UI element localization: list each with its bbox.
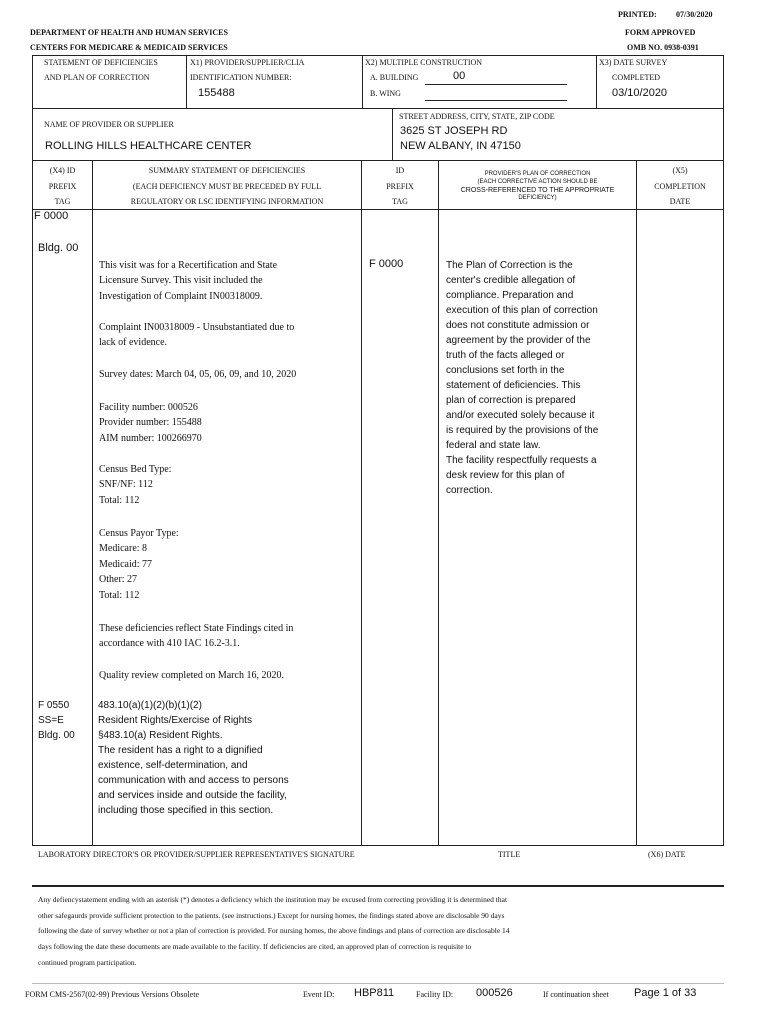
summary-paragraph-2: Complaint IN00318009 - Unsubstantiated due to lack of evidence. bbox=[99, 322, 295, 349]
rule bbox=[32, 209, 724, 210]
col-x5-3: DATE bbox=[669, 197, 691, 206]
col-summary-2: (EACH DEFICIENCY MUST BE PRECEDED BY FULL bbox=[132, 182, 322, 191]
summary-paragraph-5: Census Bed Type: SNF/NF: 112 Total: 112 bbox=[99, 464, 172, 506]
statement-label-2: AND PLAN OF CORRECTION bbox=[44, 73, 150, 82]
summary-f0550: 483.10(a)(1)(2)(b)(1)(2) Resident Rights/Exercise of Rights §483.10(a) Resident Rights. The resident has a right to a dignified existence, self-determination, and communication with and access to persons and services inside and outside the facility, including those specified in this section. bbox=[98, 700, 289, 816]
rule bbox=[596, 55, 597, 108]
rule bbox=[186, 55, 187, 108]
disclaimer-line-3: following the date of survey whether or not a plan of correction is provided. For nursing homes, the above findings and plans of correction are disclosable 14 bbox=[38, 926, 510, 935]
rule bbox=[92, 160, 93, 845]
signature-label: LABORATORY DIRECTOR'S OR PROVIDER/SUPPLIER REPRESENTATIVE'S SIGNATURE bbox=[38, 850, 355, 859]
bldg-00: Bldg. 00 bbox=[38, 242, 79, 254]
summary-paragraph-6: Census Payor Type: Medicare: 8 Medicaid: 77 Other: 27 Total: 112 bbox=[99, 528, 179, 601]
signature-rule bbox=[32, 885, 724, 887]
col-summary-1: SUMMARY STATEMENT OF DEFICIENCIES bbox=[148, 166, 306, 175]
facility-id-value: 000526 bbox=[476, 987, 513, 999]
col-x4-3: TAG bbox=[54, 197, 71, 206]
id-tag-f0000: F 0000 bbox=[369, 258, 404, 270]
x1-label-1: X1) PROVIDER/SUPPLIER/CLIA bbox=[190, 58, 305, 67]
rule bbox=[32, 845, 724, 846]
rule bbox=[362, 55, 363, 108]
summary-paragraph-3: Survey dates: March 04, 05, 06, 09, and 10, 2020 bbox=[99, 369, 297, 380]
provider-number: 155488 bbox=[198, 87, 235, 99]
summary-paragraph-8: Quality review completed on March 16, 2020. bbox=[99, 670, 284, 681]
event-id-label: Event ID: bbox=[303, 990, 335, 999]
rule bbox=[636, 160, 637, 845]
survey-date: 03/10/2020 bbox=[612, 87, 668, 99]
tag-f0000: F 0000 bbox=[34, 210, 69, 222]
building-value: 00 bbox=[453, 70, 466, 82]
provider-name: ROLLING HILLS HEALTHCARE CENTER bbox=[45, 140, 252, 152]
col-x4-2: PREFIX bbox=[48, 182, 77, 191]
x3-label: X3) DATE SURVEY bbox=[599, 58, 668, 67]
title-label: TITLE bbox=[498, 850, 521, 859]
disclaimer-line-1: Any defiencystatement ending with an asterisk (*) denotes a deficiency which the institution may be excused from correcting providing it is determined that bbox=[38, 895, 508, 904]
event-id-value: HBP811 bbox=[354, 987, 395, 999]
x1-label-2: IDENTIFICATION NUMBER: bbox=[190, 73, 292, 82]
provider-name-label: NAME OF PROVIDER OR SUPPLIER bbox=[44, 120, 174, 129]
footer-rule bbox=[32, 983, 724, 984]
form-number: FORM CMS-2567(02-99) Previous Versions Obsolete bbox=[25, 990, 200, 999]
col-plan-1: PROVIDER'S PLAN OF CORRECTION bbox=[484, 171, 591, 177]
tag-f0550: F 0550 SS=E Bldg. 00 bbox=[38, 700, 75, 741]
address-line-2: NEW ALBANY, IN 47150 bbox=[400, 140, 521, 152]
plan-of-correction-text: The Plan of Correction is the center's credible allegation of compliance. Preparation and execution of this plan of correction does not constitute admission or agreement by the provider of the truth of the facts alleged or conclusions set forth in the statement of deficiencies. This plan of correction is prepared and/or executed solely because it is required by the provisions of the federal and state law. The facility respectfully requests a desk review for this plan of correction. bbox=[446, 260, 599, 496]
col-plan-2: (EACH CORRECTIVE ACTION SHOULD BE bbox=[477, 179, 598, 185]
omb-number: OMB NO. 0938-0391 bbox=[627, 43, 699, 52]
col-plan-4: DEFICIENCY) bbox=[518, 195, 557, 201]
disclaimer-line-5: continued program participation. bbox=[38, 958, 137, 967]
col-plan-3: CROSS-REFERENCED TO THE APPROPRIATE bbox=[460, 187, 615, 194]
col-x5-2: COMPLETION bbox=[654, 182, 706, 191]
rule bbox=[438, 160, 439, 845]
summary-paragraph-7: These deficiencies reflect State Findings cited in accordance with 410 IAC 16.2-3.1. bbox=[99, 623, 294, 650]
col-x4-1: (X4) ID bbox=[49, 166, 76, 175]
rule bbox=[32, 160, 724, 161]
form-approved: FORM APPROVED bbox=[625, 28, 696, 37]
disclaimer-line-4: days following the date these documents are made available to the facility. If deficiencies are cited, an approved plan of correction is requisite to bbox=[38, 942, 472, 951]
building-underline bbox=[425, 84, 567, 85]
statement-label-1: STATEMENT OF DEFICIENCIES bbox=[44, 58, 158, 67]
continuation-label: If continuation sheet bbox=[543, 990, 609, 999]
col-id-1: ID bbox=[395, 166, 405, 175]
rule bbox=[392, 108, 393, 160]
facility-id-label: Facility ID: bbox=[416, 990, 454, 999]
address-label: STREET ADDRESS, CITY, STATE, ZIP CODE bbox=[399, 112, 555, 121]
summary-paragraph-1: This visit was for a Recertification and State Licensure Survey. This visit included the Investigation of Complaint IN00318009. bbox=[99, 260, 278, 302]
col-x5-1: (X5) bbox=[672, 166, 688, 175]
address-line-1: 3625 ST JOSEPH RD bbox=[400, 125, 508, 137]
wing-underline bbox=[425, 100, 567, 101]
rule bbox=[723, 55, 724, 845]
wing-label: B. WING bbox=[370, 89, 401, 98]
rule bbox=[361, 160, 362, 845]
x2-label: X2) MULTIPLE CONSTRUCTION bbox=[365, 58, 483, 67]
rule bbox=[32, 55, 724, 56]
building-label: A. BUILDING bbox=[370, 73, 419, 82]
printed-label: PRINTED: bbox=[618, 10, 657, 19]
dept-line: DEPARTMENT OF HEALTH AND HUMAN SERVICES bbox=[30, 28, 228, 37]
summary-paragraph-4: Facility number: 000526 Provider number: 155488 AIM number: 100266970 bbox=[99, 402, 202, 444]
col-id-3: TAG bbox=[392, 197, 408, 206]
col-id-2: PREFIX bbox=[386, 182, 414, 191]
centers-line: CENTERS FOR MEDICARE & MEDICAID SERVICES bbox=[30, 43, 228, 52]
printed-date: 07/30/2020 bbox=[676, 10, 713, 19]
col-summary-3: REGULATORY OR LSC IDENTIFYING INFORMATION bbox=[130, 197, 324, 206]
page-number: Page 1 of 33 bbox=[634, 987, 697, 999]
date-label: (X6) DATE bbox=[648, 850, 686, 859]
x3-completed: COMPLETED bbox=[612, 73, 660, 82]
disclaimer-line-2: other safegaurds provide sufficient protection to the patients. (see instructions.) Except for nursing homes, the findings stated above are disclosable 90 days bbox=[38, 911, 505, 920]
rule bbox=[32, 108, 724, 109]
